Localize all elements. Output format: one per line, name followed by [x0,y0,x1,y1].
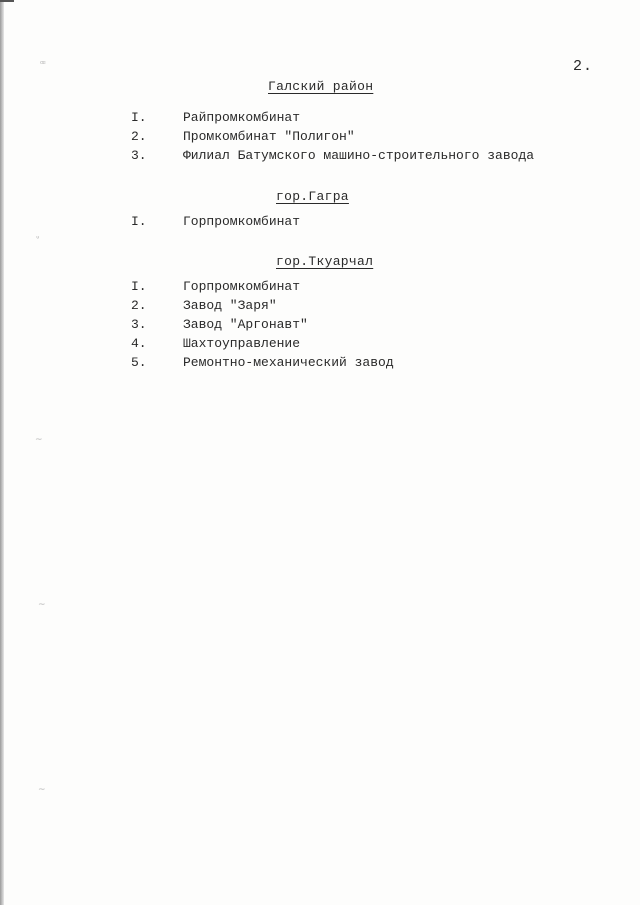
item-number: I. [131,214,147,229]
item-number: 3. [131,317,147,332]
item-number: 3. [131,148,147,163]
item-number: 2. [131,129,147,144]
item-text: Ремонтно-механический завод [183,355,394,370]
item-text: Филиал Батумского машино-строительного завода [183,148,535,163]
item-text: Горпромкомбинат [183,214,301,229]
list-item [131,212,300,231]
list-item [131,334,394,353]
list-item [131,315,394,334]
section-title-tkuarchal: гор.Ткуарчал [276,254,374,269]
section-title-gagra: гор.Гагра [276,189,349,204]
item-text: Шахтоуправление [183,336,301,351]
item-text: Завод "Аргонавт" [183,317,308,332]
section-list-gagra [131,212,300,231]
list-item [131,127,534,146]
item-number: 5. [131,355,147,370]
section-list-tkuarchal [131,277,394,372]
item-number: I. [131,110,147,125]
item-number: 4. [131,336,147,351]
item-number: I. [131,279,147,294]
item-text: Промкомбинат "Полигон" [183,129,355,144]
list-item [131,277,394,296]
item-number: 2. [131,298,147,313]
page-left-edge [0,0,4,905]
list-item [131,353,394,372]
scan-smudge: ~ [38,600,46,610]
item-text: Горпромкомбинат [183,279,301,294]
scan-smudge: ~ [35,435,43,445]
scan-smudge: ꟹ [40,60,46,70]
section-title-gali-district: Галский район [268,79,374,94]
scan-smudge: ~ [38,785,46,795]
item-text: Завод "Заря" [183,298,277,313]
item-text: Райпромкомбинат [183,110,301,125]
section-list-gali-district [131,108,534,165]
list-item [131,108,534,127]
page-number: 2. [573,58,594,75]
list-item [131,296,394,315]
scan-smudge: ᐡ [36,235,40,245]
list-item [131,146,534,165]
page-corner-mark [0,0,14,2]
